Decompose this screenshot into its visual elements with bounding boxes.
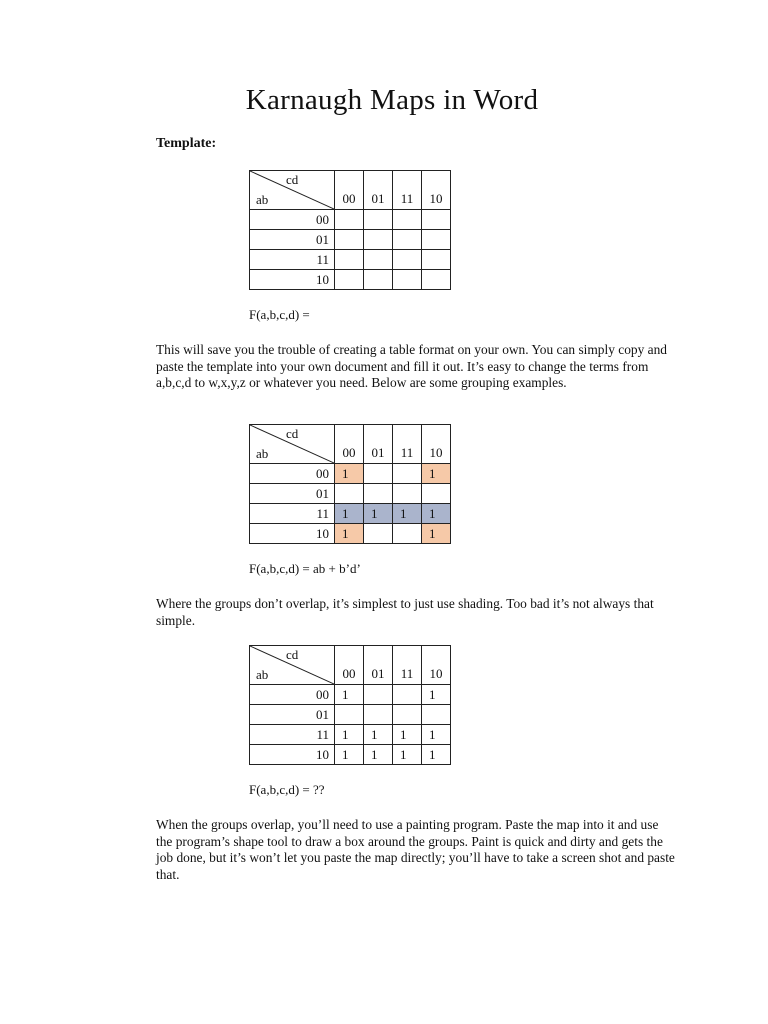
kmap-cell: 1: [422, 725, 451, 745]
kmap-cell: [422, 484, 451, 504]
row-header: 11: [250, 504, 335, 524]
row-var-label: ab: [256, 446, 269, 461]
paragraph-overlap: When the groups overlap, you’ll need to use a painting program. Paste the map into it and use the program’s shape tool to draw a box around the groups. Paint is quick and dirty and gets the job done, but it’s won’t let you paste the map directly; you’ll have to take a screen shot and paste that.: [156, 817, 675, 882]
row-header: 11: [250, 725, 335, 745]
col-header: 01: [364, 171, 393, 210]
kmap-cell-shaded: 1: [335, 524, 364, 544]
kmap-corner: [250, 425, 335, 464]
col-header: 11: [393, 425, 422, 464]
col-var-label: cd: [286, 172, 299, 187]
function-shaded: F(a,b,c,d) = ab + b’d’: [249, 561, 361, 576]
kmap-cell: [364, 524, 393, 544]
col-header: 01: [364, 425, 393, 464]
kmap-cell-shaded: 1: [393, 504, 422, 524]
kmap-cell: [364, 230, 393, 250]
kmap-cell: 1: [364, 745, 393, 765]
col-header: 00: [335, 171, 364, 210]
kmap-cell: 1: [335, 745, 364, 765]
kmap-cell-shaded: 1: [422, 524, 451, 544]
row-var-label: ab: [256, 192, 269, 207]
kmap-cell: [364, 464, 393, 484]
kmap-cell: [393, 705, 422, 725]
template-label: Template:: [156, 136, 217, 151]
kmap-cell: 1: [422, 745, 451, 765]
row-header: 00: [250, 685, 335, 705]
kmap-cell: [364, 270, 393, 290]
row-header: 00: [250, 464, 335, 484]
kmap-cell: [393, 524, 422, 544]
kmap-cell: [335, 230, 364, 250]
row-header: 10: [250, 745, 335, 765]
kmap-corner: [250, 646, 335, 685]
kmap-cell: [393, 270, 422, 290]
page-title: Karnaugh Maps in Word: [245, 84, 539, 116]
row-header: 00: [250, 210, 335, 230]
kmap-cell: [393, 464, 422, 484]
kmap-cell: [364, 210, 393, 230]
kmap-corner: [250, 171, 335, 210]
kmap-cell-shaded: 1: [335, 464, 364, 484]
kmap-cell: 1: [393, 725, 422, 745]
kmap-cell: [335, 270, 364, 290]
row-header: 10: [250, 270, 335, 290]
col-var-label: cd: [286, 647, 299, 662]
kmap-shaded: [249, 424, 451, 544]
row-header: 10: [250, 524, 335, 544]
kmap-cell: [335, 484, 364, 504]
kmap-cell-shaded: 1: [335, 504, 364, 524]
kmap-cell: [335, 250, 364, 270]
kmap-cell: [393, 230, 422, 250]
col-var-label: cd: [286, 426, 299, 441]
kmap-cell: [422, 705, 451, 725]
kmap-cell: [335, 705, 364, 725]
paragraph-shading: Where the groups don’t overlap, it’s simplest to just use shading. Too bad it’s not always that simple.: [156, 596, 654, 628]
kmap-cell: 1: [364, 725, 393, 745]
row-var-label: ab: [256, 667, 269, 682]
kmap-cell-shaded: 1: [422, 504, 451, 524]
kmap-cell: [393, 484, 422, 504]
kmap-cell: 1: [335, 725, 364, 745]
row-header: 01: [250, 484, 335, 504]
paragraph-intro: This will save you the trouble of creating a table format on your own. You can simply copy and paste the template into your own document and fill it out. It’s easy to change the terms from a,b,c,d to w,x,y,z or whatever you need. Below are some grouping examples.: [156, 342, 667, 390]
kmap-cell: [335, 210, 364, 230]
col-header: 10: [422, 425, 451, 464]
kmap-cell: [393, 250, 422, 270]
kmap-cell: [422, 210, 451, 230]
function-template: F(a,b,c,d) =: [249, 307, 310, 322]
function-overlap: F(a,b,c,d) = ??: [249, 782, 325, 797]
kmap-overlap: [249, 645, 451, 765]
col-header: 00: [335, 646, 364, 685]
kmap-cell: [364, 685, 393, 705]
kmap-cell: [422, 270, 451, 290]
row-header: 01: [250, 705, 335, 725]
kmap-cell: [393, 210, 422, 230]
col-header: 00: [335, 425, 364, 464]
col-header: 11: [393, 171, 422, 210]
kmap-cell: 1: [335, 685, 364, 705]
row-header: 01: [250, 230, 335, 250]
kmap-cell: [422, 230, 451, 250]
kmap-cell: 1: [393, 745, 422, 765]
kmap-cell: 1: [422, 685, 451, 705]
col-header: 11: [393, 646, 422, 685]
col-header: 01: [364, 646, 393, 685]
kmap-cell: [364, 250, 393, 270]
kmap-cell-shaded: 1: [364, 504, 393, 524]
kmap-cell: [422, 250, 451, 270]
kmap-cell: [364, 705, 393, 725]
kmap-cell: [364, 484, 393, 504]
col-header: 10: [422, 171, 451, 210]
kmap-cell: [393, 685, 422, 705]
kmap-template: [249, 170, 451, 290]
col-header: 10: [422, 646, 451, 685]
kmap-cell-shaded: 1: [422, 464, 451, 484]
row-header: 11: [250, 250, 335, 270]
